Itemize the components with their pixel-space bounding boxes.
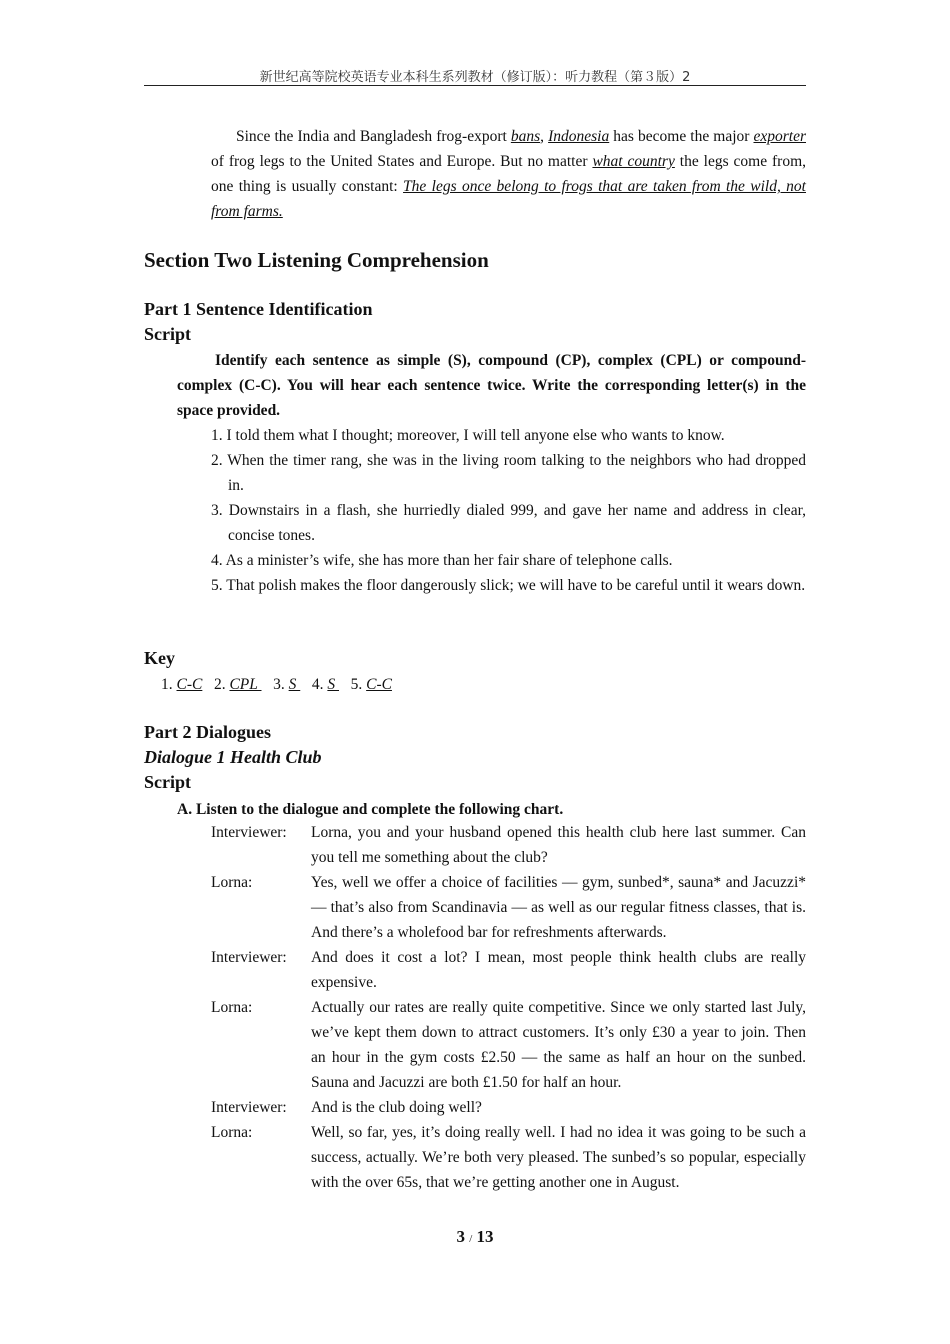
key-answer: S [288, 676, 301, 693]
dialogue-line [211, 995, 806, 1095]
blank-answer-2: Indonesia [548, 128, 610, 145]
page-separator: / [469, 1233, 473, 1245]
speaker-name: Lorna: [211, 874, 253, 891]
speaker-name: Interviewer: [211, 1099, 287, 1116]
sentence-item: 2. When the timer rang, she was in the living room talking to the neighbors who had dropped in. [211, 452, 806, 494]
key-answer: C-C [366, 676, 392, 693]
speech-text: Lorna, you and your husband opened this health club here last summer. Can you tell me something about the club? [311, 824, 806, 866]
key-number: 2. [213, 676, 226, 693]
sentence-item: 3. Downstairs in a flash, she hurriedly dialed 999, and gave her name and address in clear, concise tones. [211, 502, 806, 544]
intro-text-1: Since the India and Bangladesh frog-export [236, 128, 511, 145]
key-number: 4. [311, 676, 324, 693]
part1-instruction [177, 348, 806, 423]
answer-key [161, 672, 392, 697]
dialogue-line [211, 870, 806, 945]
speaker-name: Lorna: [211, 1124, 253, 1141]
section-title: Section Two Listening Comprehension [144, 248, 489, 272]
key-number: 5. [350, 676, 363, 693]
dialogue-title: Dialogue 1 Health Club [144, 747, 322, 767]
dialogue-line [211, 820, 806, 870]
blank-answer-3: exporter [753, 128, 806, 145]
key-answer: S [327, 676, 339, 693]
speech-text: Actually our rates are really quite competitive. Since we only started last July, we’ve kept them down to attract customers. It’s only £30 a year to join. Then an hour in the gym costs £2.50 — the same as half an hour on the sunbed. Sauna and Jacuzzi are both £1.50 for half an hour. [311, 999, 806, 1091]
dialogue-line [211, 1095, 806, 1120]
part2-title: Part 2 Dialogues [144, 722, 271, 742]
header-rule [144, 85, 806, 86]
blank-answer-1: bans [510, 128, 541, 145]
key-label: Key [144, 648, 175, 668]
speech-text: And does it cost a lot? I mean, most people think health clubs are really expensive. [311, 949, 806, 991]
sentence-item: 4. As a minister’s wife, she has more than her fair share of telephone calls. [211, 552, 673, 569]
sentence-list [211, 423, 806, 598]
key-answer: C-C [176, 676, 203, 693]
dialogue-transcript [211, 820, 806, 1195]
blank-answer-4: what country [592, 153, 675, 170]
speech-text: And is the club doing well? [311, 1099, 482, 1116]
page-number [0, 1227, 950, 1247]
part1-script-label: Script [144, 324, 191, 344]
intro-text-4: of frog legs to the United States and Europe. But no matter [211, 153, 593, 170]
speaker-name: Interviewer: [211, 949, 287, 966]
sentence-item: 1. I told them what I thought; moreover, I will tell anyone else who wants to know. [211, 427, 725, 444]
key-number: 1. [161, 676, 173, 693]
intro-paragraph [211, 124, 806, 224]
intro-text-3: has become the major [609, 128, 754, 145]
intro-text-5: the legs come from, one thing is usually constant: [211, 153, 807, 195]
key-answer: CPL [229, 676, 262, 693]
current-page: 3 [456, 1227, 465, 1246]
part2-instruction: A. Listen to the dialogue and complete the following chart. [177, 801, 564, 818]
total-pages: 13 [476, 1227, 494, 1246]
speech-text: Well, so far, yes, it’s doing really well. I had no idea it was going to be such a success, actually. We’re both very pleased. The sunbed’s so popular, especially with the over 65s, that we’re getting another one in August. [311, 1124, 806, 1191]
blank-answer-5: The legs once belong to frogs that are taken from the wild, not from farms. [211, 178, 806, 220]
intro-text-2: , [540, 128, 549, 145]
speaker-name: Interviewer: [211, 824, 287, 841]
part1-instruction-text: Identify each sentence as simple (S), compound (CP), complex (CPL) or compound-complex (C-C). You will hear each sentence twice. Write the corresponding letter(s) in the space provided. [177, 352, 806, 419]
sentence-item: 5. That polish makes the floor dangerously slick; we will have to be careful until it wears down. [211, 577, 806, 594]
page-header: 新世纪高等院校英语专业本科生系列教材（修订版）：听力教程（第３版）2 [259, 70, 691, 85]
speaker-name: Lorna: [211, 999, 253, 1016]
speech-text: Yes, well we offer a choice of facilities — gym, sunbed*, sauna* and Jacuzzi* — that’s also from Scandinavia — as well as our regular fitness classes, that is. And there’s a wholefood bar for refreshments afterwards. [311, 874, 806, 941]
dialogue-line [211, 945, 806, 995]
part2-script-label: Script [144, 772, 191, 792]
key-number: 3. [273, 676, 285, 693]
part1-title: Part 1 Sentence Identification [144, 299, 373, 319]
dialogue-line [211, 1120, 806, 1195]
